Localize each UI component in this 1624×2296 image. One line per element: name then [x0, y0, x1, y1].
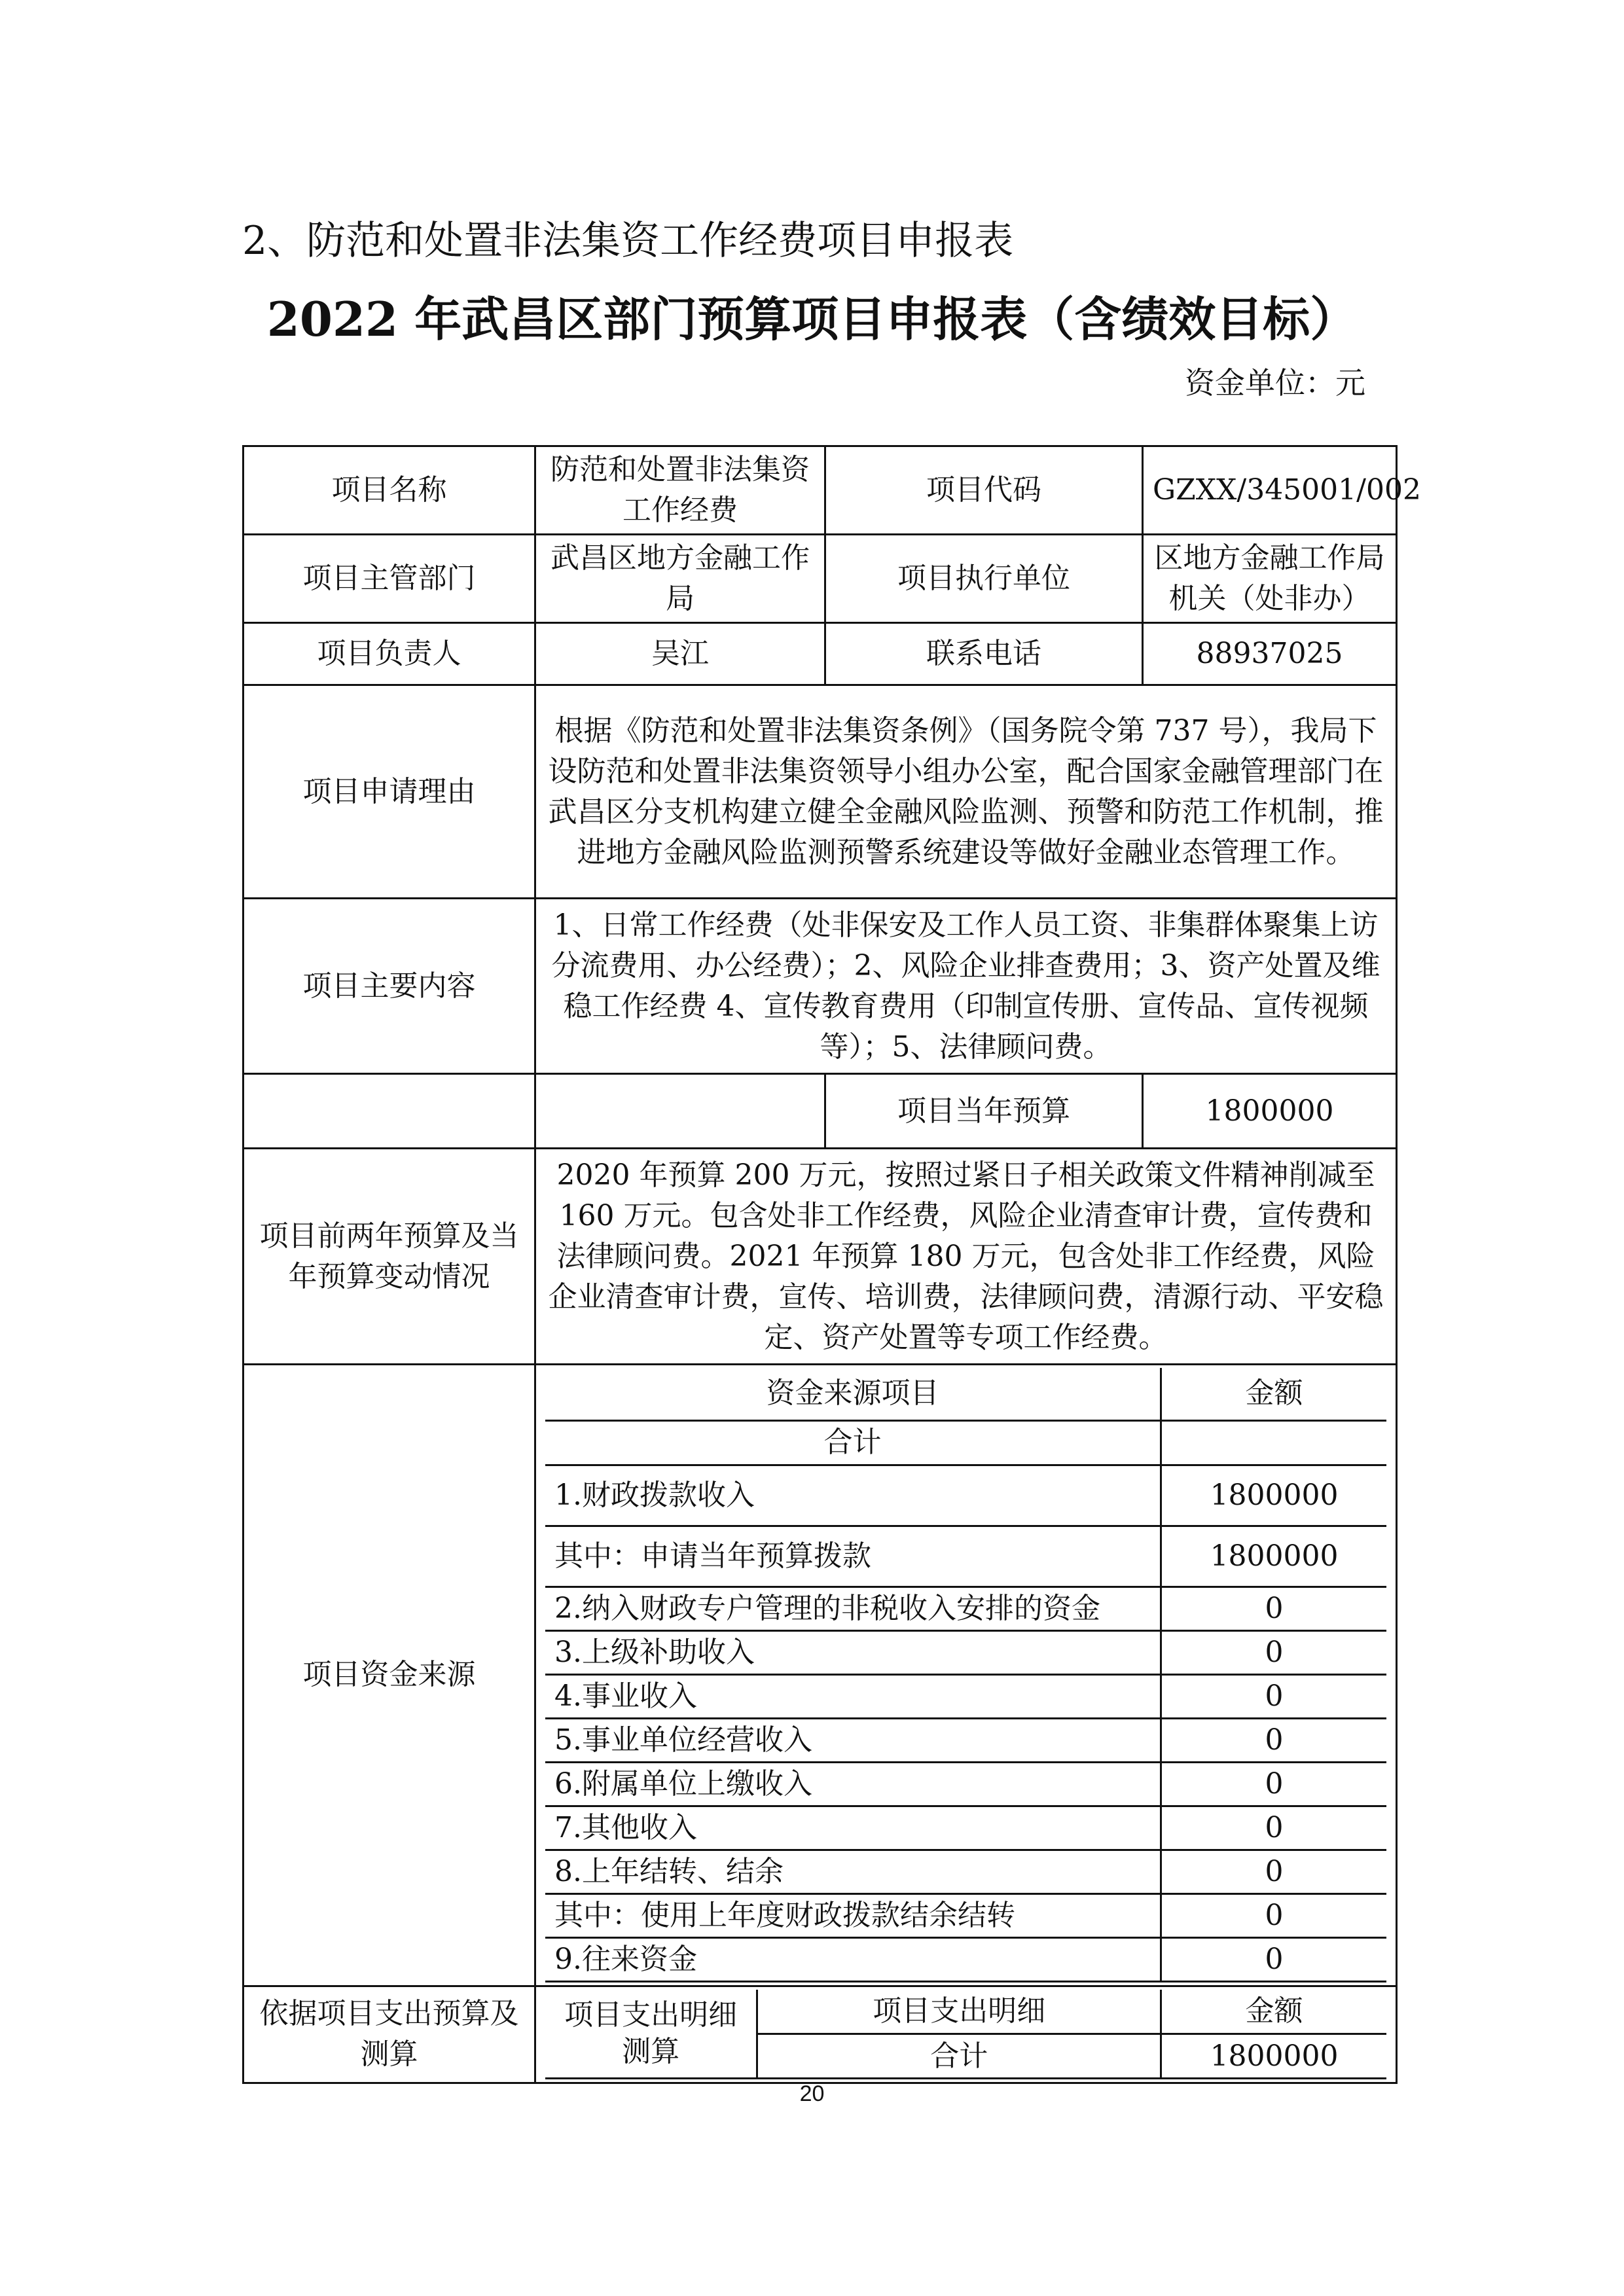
- funding-item-header: 资金来源项目: [545, 1368, 1161, 1420]
- funding-row-item: 8.上年结转、结余: [545, 1850, 1161, 1893]
- funding-source-container: [535, 1365, 1397, 1986]
- expense-total-label: 合计: [757, 2034, 1161, 2079]
- empty-cell: [244, 1074, 535, 1149]
- supervising-dept-label: 项目主管部门: [244, 535, 535, 623]
- funding-source-table: [545, 1368, 1386, 1982]
- project-owner-label: 项目负责人: [244, 623, 535, 685]
- expense-total-amount: 1800000: [1161, 2034, 1386, 2079]
- funding-row-amount: 0: [1161, 1850, 1386, 1893]
- expense-detail-table: [545, 1990, 1386, 2080]
- expense-detail-container: [535, 1986, 1397, 2083]
- funding-row-amount: 0: [1161, 1718, 1386, 1762]
- funding-row-item: 5.事业单位经营收入: [545, 1718, 1161, 1762]
- funding-row-amount: 0: [1161, 1674, 1386, 1718]
- budget-change-label: 项目前两年预算及当年预算变动情况: [244, 1149, 535, 1365]
- funding-row-amount: 0: [1161, 1893, 1386, 1937]
- project-name-label: 项目名称: [244, 446, 535, 535]
- funding-row-item: 2.纳入财政专户管理的非税收入安排的资金: [545, 1587, 1161, 1630]
- funding-row-amount: [1161, 1420, 1386, 1465]
- empty-cell: [535, 1074, 825, 1149]
- currency-unit-label: 资金单位：元: [1185, 365, 1365, 401]
- funding-row-item: 其中：使用上年度财政拨款结余结转: [545, 1893, 1161, 1937]
- funding-amount-header: 金额: [1161, 1368, 1386, 1420]
- page-number: 20: [799, 2081, 825, 2106]
- funding-row-item: 7.其他收入: [545, 1806, 1161, 1850]
- funding-row-item: 6.附属单位上缴收入: [545, 1762, 1161, 1806]
- project-name-value: 防范和处置非法集资工作经费: [535, 446, 825, 535]
- executing-unit-label: 项目执行单位: [825, 535, 1143, 623]
- main-content-text: 1、日常工作经费（处非保安及工作人员工资、非集群体聚集上访分流费用、办公经费）；2、风险企业排查费用；3、资产处置及维稳工作经费 4、宣传教育费用（印制宣传册、宣传品、宣传视频等）；5、法律顾问费。: [535, 899, 1397, 1074]
- document-title: 2022 年武昌区部门预算项目申报表（含绩效目标）: [266, 291, 1358, 347]
- expense-amount-header: 金额: [1161, 1990, 1386, 2034]
- expense-basis-label: 依据项目支出预算及测算: [244, 1986, 535, 2083]
- annual-budget-label: 项目当年预算: [825, 1074, 1143, 1149]
- contact-phone-label: 联系电话: [825, 623, 1143, 685]
- project-application-table: [242, 445, 1421, 2084]
- funding-row-item: 4.事业收入: [545, 1674, 1161, 1718]
- funding-row-amount: 0: [1161, 1762, 1386, 1806]
- expense-calc-label: 项目支出明细测算: [545, 1990, 757, 2079]
- annual-budget-value: 1800000: [1143, 1074, 1397, 1149]
- funding-row-amount: 0: [1161, 1630, 1386, 1674]
- section-title: 2、防范和处置非法集资工作经费项目申报表: [242, 218, 1014, 264]
- funding-source-label: 项目资金来源: [244, 1365, 535, 1986]
- funding-row-item: 1.财政拨款收入: [545, 1465, 1161, 1526]
- funding-row-item: 9.往来资金: [545, 1937, 1161, 1981]
- application-reason-text: 根据《防范和处置非法集资条例》（国务院令第 737 号），我局下设防范和处置非法集资领导小组办公室，配合国家金融管理部门在武昌区分支机构建立健全金融风险监测、预警和防范工作机制，推进地方金融风险监测预警系统建设等做好金融业态管理工作。: [535, 685, 1397, 899]
- funding-row-item: 3.上级补助收入: [545, 1630, 1161, 1674]
- project-code-value: GZXX/345001/002: [1143, 446, 1397, 535]
- funding-row-amount: 1800000: [1161, 1465, 1386, 1526]
- contact-phone-value: 88937025: [1143, 623, 1397, 685]
- project-code-label: 项目代码: [825, 446, 1143, 535]
- expense-detail-header: 项目支出明细: [757, 1990, 1161, 2034]
- executing-unit-value: 区地方金融工作局机关（处非办）: [1143, 535, 1397, 623]
- funding-row-item: 其中：申请当年预算拨款: [545, 1526, 1161, 1587]
- supervising-dept-value: 武昌区地方金融工作局: [535, 535, 825, 623]
- funding-row-amount: 0: [1161, 1937, 1386, 1981]
- budget-change-text: 2020 年预算 200 万元，按照过紧日子相关政策文件精神削减至 160 万元。包含处非工作经费，风险企业清查审计费，宣传费和法律顾问费。2021 年预算 180 万元，包含处非工作经费，风险企业清查审计费，宣传、培训费，法律顾问费，清源行动、平安稳定、资产处置等专项工作经费。: [535, 1149, 1397, 1365]
- application-reason-label: 项目申请理由: [244, 685, 535, 899]
- project-owner-value: 吴江: [535, 623, 825, 685]
- funding-row-amount: 1800000: [1161, 1526, 1386, 1587]
- funding-row-item: 合计: [545, 1420, 1161, 1465]
- funding-row-amount: 0: [1161, 1587, 1386, 1630]
- funding-row-amount: 0: [1161, 1806, 1386, 1850]
- main-content-label: 项目主要内容: [244, 899, 535, 1074]
